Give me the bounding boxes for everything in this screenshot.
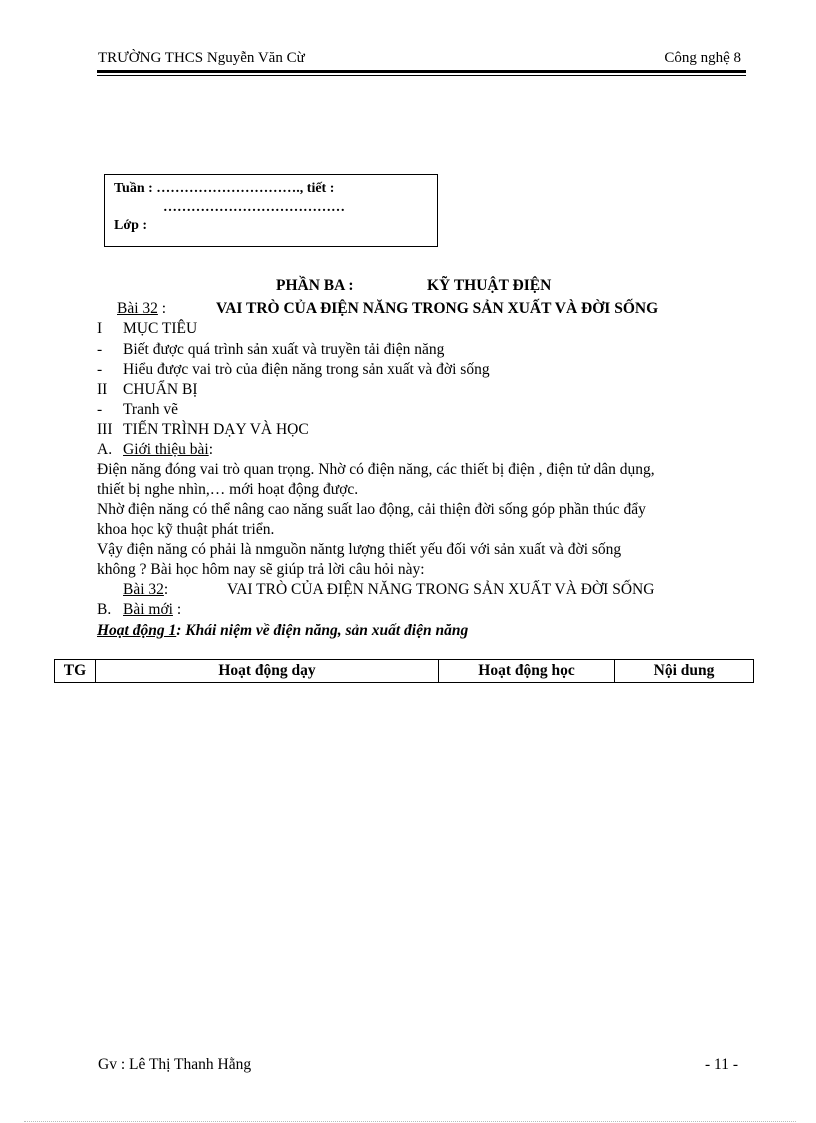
col-hoat-dong-hoc: Hoạt động học [439, 660, 615, 683]
bullet-dash: - [97, 361, 103, 378]
page-number: - 11 - [705, 1056, 738, 1073]
section-2-num: II [97, 381, 108, 398]
subsection-b-text: Bài mới [123, 601, 173, 618]
list-item: Biết được quá trình sản xuất và truyền tải điện năng [123, 341, 445, 358]
intro-line: Vậy điện năng có phải là nmguồn năntg lượng thiết yếu đối với sản xuất và đời sống [97, 541, 622, 558]
intro-line: thiết bị nghe nhìn,… mới hoạt động được. [97, 481, 359, 498]
lop-label: Lớp : [114, 218, 148, 233]
subsection-a-text: Giới thiệu bài [123, 441, 209, 458]
lesson-number: Bài 32 [117, 300, 158, 317]
activity-label: Hoạt động 1 [97, 622, 177, 639]
subsection-a-num: A. [97, 441, 113, 458]
intro-line: Điện năng đóng vai trò quan trọng. Nhờ có điện năng, các thiết bị điện , điện tử dân dụng, [97, 461, 655, 478]
intro-line: không ? Bài học hôm nay sẽ giúp trả lời câu hỏi này: [97, 561, 425, 578]
teacher-name: Gv : Lê Thị Thanh Hằng [98, 1056, 252, 1073]
subsection-b-num: B. [97, 601, 112, 618]
subsection-b-label [123, 601, 181, 619]
header-rule [97, 70, 746, 73]
subject-name: Công nghệ 8 [664, 50, 741, 66]
activity-table [54, 659, 754, 683]
activity-heading [97, 622, 468, 640]
lesson-repeat-number: Bài 32 [123, 581, 164, 598]
list-item: Hiểu được vai trò của điện năng trong sản xuất và đời sống [123, 361, 490, 378]
intro-line: khoa học kỹ thuật phát triển. [97, 521, 275, 538]
lesson-repeat-label [123, 581, 168, 599]
list-item: Tranh vẽ [123, 401, 178, 418]
section-3-num: III [97, 421, 113, 438]
subsection-b-colon: : [172, 601, 182, 618]
lesson-repeat-colon: : [163, 581, 169, 598]
section-3-title: TIẾN TRÌNH DẠY VÀ HỌC [123, 421, 309, 438]
info-box [104, 174, 438, 247]
lesson-repeat-title: VAI TRÒ CỦA ĐIỆN NĂNG TRONG SẢN XUẤT VÀ ĐỜI SỐNG [227, 581, 655, 598]
header-rule-thin [97, 75, 746, 76]
intro-line: Nhờ điện năng có thể nâng cao năng suất lao động, cải thiện đời sống góp phần thúc đẩy [97, 501, 646, 518]
lesson-sep: : [157, 300, 167, 317]
part-label: PHẦN BA : [276, 277, 354, 294]
bullet-dash: - [97, 401, 103, 418]
subsection-a-label [123, 441, 213, 459]
school-name: TRƯỜNG THCS Nguyễn Văn Cừ [98, 50, 305, 66]
lesson-title: VAI TRÒ CỦA ĐIỆN NĂNG TRONG SẢN XUẤT VÀ ĐỜI SỐNG [216, 300, 659, 317]
dots-line: ………………………………… [163, 200, 345, 215]
table-header-row [55, 660, 754, 683]
col-noi-dung: Nội dung [615, 660, 754, 683]
section-2-title: CHUẨN BỊ [123, 381, 198, 398]
tuan-label: Tuần : …………………………., tiết : [114, 181, 335, 196]
activity-title: : Khái niệm về điện năng, sản xuất điện năng [176, 622, 469, 639]
col-hoat-dong-day: Hoạt động dạy [96, 660, 439, 683]
section-1-title: MỤC TIÊU [123, 320, 198, 337]
col-tg: TG [55, 660, 96, 683]
page-edge [24, 1121, 796, 1122]
lesson-label [117, 300, 166, 318]
part-name: KỸ THUẬT ĐIỆN [427, 277, 552, 294]
bullet-dash: - [97, 341, 103, 358]
section-1-num: I [97, 320, 103, 337]
subsection-a-colon: : [208, 441, 213, 458]
